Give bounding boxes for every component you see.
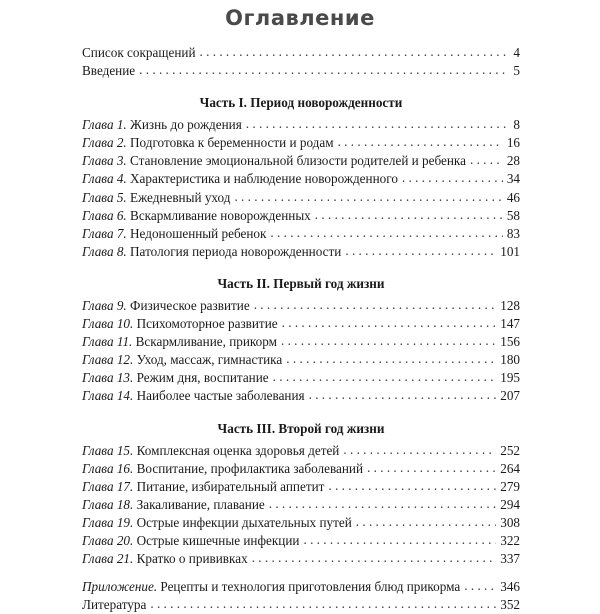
chapter-title: Вскармливание, прикорм bbox=[135, 334, 277, 350]
toc-entry-page: 8 bbox=[513, 117, 520, 133]
chapter-number: Глава 19. bbox=[82, 514, 134, 530]
toc-entry-label: Литература bbox=[82, 597, 147, 613]
toc-entry-page: 28 bbox=[506, 153, 520, 169]
table-of-contents bbox=[82, 44, 520, 614]
chapter-title: Становление эмоциональной близости родителей и ребенка bbox=[130, 153, 466, 169]
dot-leader bbox=[273, 368, 497, 386]
toc-entry-page: 264 bbox=[500, 460, 520, 476]
toc-entry[interactable] bbox=[82, 315, 520, 333]
chapter-title: Режим дня, воспитание bbox=[136, 370, 269, 386]
chapter-number: Глава 15. bbox=[82, 442, 134, 458]
dot-leader bbox=[252, 549, 497, 567]
toc-entry[interactable] bbox=[82, 134, 520, 152]
toc-entry-page: 352 bbox=[500, 597, 520, 613]
dot-leader bbox=[328, 477, 496, 495]
dot-leader bbox=[343, 441, 496, 459]
toc-entry-page: 16 bbox=[506, 135, 520, 151]
toc-entry-page: 58 bbox=[506, 207, 520, 223]
chapter-title: Характеристика и наблюдение новорожденного bbox=[130, 171, 398, 187]
toc-entry-page: 147 bbox=[500, 316, 520, 332]
toc-entry-page: 4 bbox=[513, 45, 520, 60]
chapter-number: Глава 8. bbox=[82, 243, 127, 259]
chapter-title: Острые кишечные инфекции bbox=[136, 532, 300, 548]
chapter-title: Питание, избирательный аппетит bbox=[136, 478, 325, 494]
dot-leader bbox=[200, 43, 510, 61]
dot-leader bbox=[139, 61, 509, 79]
toc-entry[interactable] bbox=[82, 333, 520, 351]
toc-entry-page: 180 bbox=[500, 352, 520, 368]
chapter-title: Психомоторное развитие bbox=[136, 316, 278, 332]
chapter-title: Острые инфекции дыхательных путей bbox=[136, 514, 352, 530]
chapter-title: Ежедневный уход bbox=[130, 189, 231, 205]
toc-entry-page: 294 bbox=[500, 496, 520, 512]
toc-entry-page: 195 bbox=[500, 370, 520, 386]
toc-entry[interactable] bbox=[82, 170, 520, 188]
dot-leader bbox=[254, 296, 497, 314]
toc-entry-page: 83 bbox=[506, 225, 520, 241]
toc-entry-appendix[interactable] bbox=[82, 578, 520, 596]
toc-entry-page: 156 bbox=[500, 334, 520, 350]
toc-entry[interactable] bbox=[82, 225, 520, 243]
toc-entry-page: 337 bbox=[500, 551, 520, 567]
chapter-number: Глава 16. bbox=[82, 460, 134, 476]
dot-leader bbox=[345, 242, 496, 260]
dot-leader bbox=[234, 188, 502, 206]
chapter-title: Уход, массаж, гимнастика bbox=[136, 352, 283, 368]
chapter-title: Подготовка к беременности и родам bbox=[130, 135, 334, 151]
chapter-title: Закаливание, плавание bbox=[136, 496, 265, 512]
toc-entry[interactable] bbox=[82, 116, 520, 134]
dot-leader bbox=[270, 224, 502, 242]
chapter-title: Жизнь до рождения bbox=[130, 117, 242, 133]
chapter-number: Глава 14. bbox=[82, 388, 134, 404]
chapter-number: Глава 6. bbox=[82, 207, 127, 223]
toc-entry-page: 207 bbox=[500, 388, 520, 404]
toc-entry[interactable] bbox=[82, 189, 520, 207]
dot-leader bbox=[282, 314, 497, 332]
chapter-number: Глава 20. bbox=[82, 532, 134, 548]
chapter-number: Глава 3. bbox=[82, 153, 127, 169]
toc-entry-page: 346 bbox=[500, 579, 520, 595]
toc-entry-label: Введение bbox=[82, 63, 136, 79]
toc-entry[interactable] bbox=[82, 369, 520, 387]
dot-leader bbox=[286, 350, 496, 368]
chapter-number: Глава 18. bbox=[82, 496, 134, 512]
dot-leader bbox=[309, 386, 497, 404]
toc-entry[interactable] bbox=[82, 243, 520, 261]
toc-entry-page: 5 bbox=[513, 63, 520, 79]
appendix-prefix: Приложение. bbox=[82, 579, 158, 595]
toc-entry[interactable] bbox=[82, 152, 520, 170]
dot-leader bbox=[464, 577, 496, 595]
toc-entry[interactable] bbox=[82, 207, 520, 225]
toc-entry[interactable] bbox=[82, 460, 520, 478]
toc-entry[interactable] bbox=[82, 387, 520, 405]
toc-entry-page: 279 bbox=[500, 478, 520, 494]
chapter-number: Глава 12. bbox=[82, 352, 134, 368]
chapter-number: Глава 5. bbox=[82, 189, 127, 205]
chapter-number: Глава 9. bbox=[82, 297, 127, 313]
dot-leader bbox=[150, 595, 496, 613]
chapter-number: Глава 1. bbox=[82, 117, 127, 133]
dot-leader bbox=[402, 169, 503, 187]
toc-entry-page: 101 bbox=[500, 243, 520, 259]
toc-entry-abbreviations[interactable] bbox=[82, 44, 520, 62]
dot-leader bbox=[470, 151, 503, 169]
toc-entry-page: 128 bbox=[500, 297, 520, 313]
chapter-title: Комплексная оценка здоровья детей bbox=[136, 442, 340, 458]
toc-entry[interactable] bbox=[82, 478, 520, 496]
dot-leader bbox=[281, 332, 496, 350]
page-title: Оглавление bbox=[225, 6, 375, 30]
chapter-number: Глава 11. bbox=[82, 334, 133, 350]
chapter-number: Глава 17. bbox=[82, 478, 134, 494]
chapter-title: Наиболее частые заболевания bbox=[136, 388, 305, 404]
dot-leader bbox=[246, 115, 510, 133]
chapter-number: Глава 7. bbox=[82, 225, 127, 241]
dot-leader bbox=[356, 513, 496, 531]
toc-entry[interactable] bbox=[82, 532, 520, 550]
chapter-title: Воспитание, профилактика заболеваний bbox=[136, 460, 364, 476]
chapter-number: Глава 2. bbox=[82, 135, 127, 151]
dot-leader bbox=[367, 459, 496, 477]
toc-entry[interactable] bbox=[82, 496, 520, 514]
dot-leader bbox=[315, 206, 503, 224]
toc-entry[interactable] bbox=[82, 297, 520, 315]
part-heading: Часть I. Период новорожденности bbox=[199, 95, 403, 111]
toc-entry-label: Список сокращений bbox=[82, 45, 196, 60]
toc-entry[interactable] bbox=[82, 514, 520, 532]
dot-leader bbox=[338, 133, 503, 151]
toc-entry-page: 322 bbox=[500, 532, 520, 548]
chapter-title: Недоношенный ребенок bbox=[130, 225, 267, 241]
appendix-title: Рецепты и технология приготовления блюд прикорма bbox=[160, 579, 461, 595]
toc-entry-page: 252 bbox=[500, 442, 520, 458]
part-heading: Часть II. Первый год жизни bbox=[217, 275, 385, 291]
part-heading: Часть III. Второй год жизни bbox=[217, 420, 385, 436]
chapter-number: Глава 10. bbox=[82, 316, 134, 332]
toc-entry[interactable] bbox=[82, 351, 520, 369]
chapter-number: Глава 13. bbox=[82, 370, 134, 386]
chapter-title: Кратко о прививках bbox=[136, 551, 248, 567]
toc-entry[interactable] bbox=[82, 442, 520, 460]
chapter-title: Вскармливание новорожденных bbox=[130, 207, 311, 223]
toc-entry-literature[interactable] bbox=[82, 596, 520, 614]
toc-entry-page: 34 bbox=[506, 171, 520, 187]
chapter-title: Патология периода новорожденности bbox=[130, 243, 342, 259]
chapter-title: Физическое развитие bbox=[130, 297, 250, 313]
toc-entry[interactable] bbox=[82, 550, 520, 568]
toc-entry-page: 308 bbox=[500, 514, 520, 530]
chapter-number: Глава 21. bbox=[82, 551, 134, 567]
dot-leader bbox=[303, 531, 496, 549]
dot-leader bbox=[269, 495, 496, 513]
toc-entry-page: 46 bbox=[506, 189, 520, 205]
toc-entry-introduction[interactable] bbox=[82, 62, 520, 80]
chapter-number: Глава 4. bbox=[82, 171, 127, 187]
